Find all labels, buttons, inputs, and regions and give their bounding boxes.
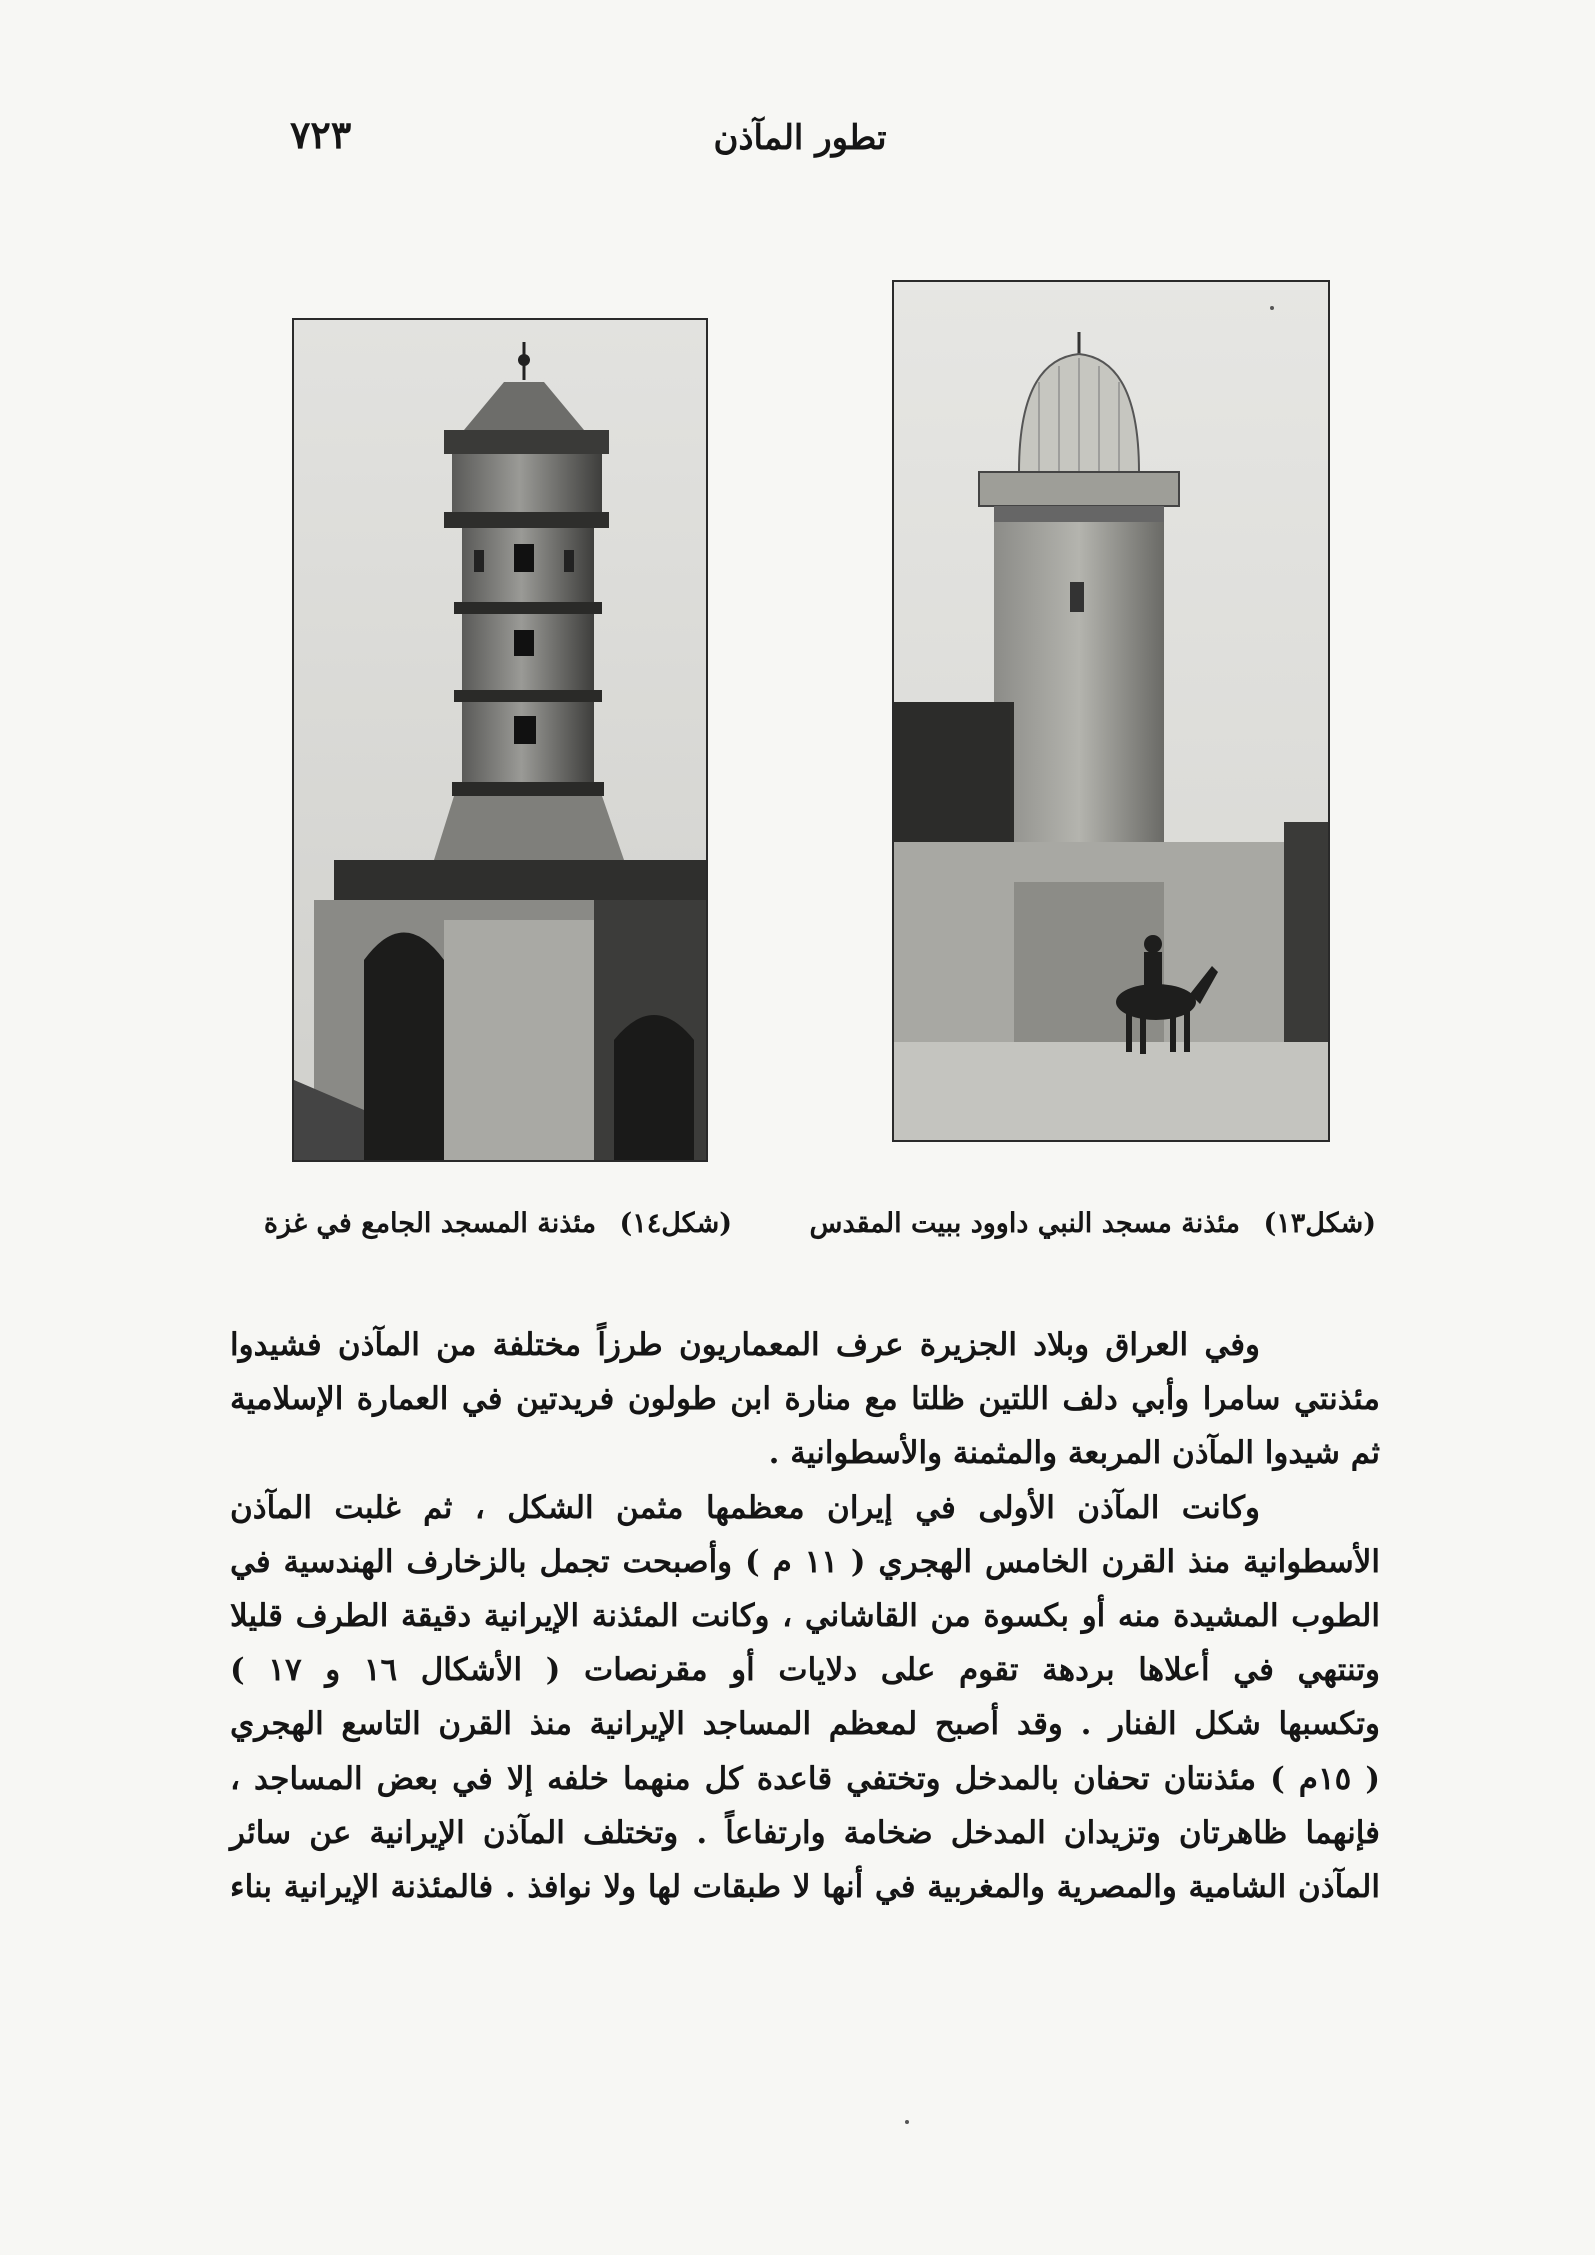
figure-13-caption [806,1208,1376,1239]
photo-minaret-dome-horse-rider [892,280,1330,1142]
figure-14-caption [232,1208,732,1239]
body-line: وفي العراق وبلاد الجزيرة عرف المعماريون طرزاً مختلفة من المآذن فشيدوا [230,1327,1260,1363]
body-line: فإنهما ظاهرتان وتزيدان المدخل ضخامة وارتفاعاً . وتختلف المآذن الإيرانية عن سائر [230,1814,1380,1851]
photo-octagonal-minaret [292,318,708,1162]
body-line: وتنتهي في أعلاها بردهة تقوم على دلايات أو مقرنصات ( الأشكال ١٦ و ١٧ ) [230,1652,1380,1689]
body-line: الأسطوانية منذ القرن الخامس الهجري ( ١١ م ) وأصبحت تجمل بالزخارف الهندسية في [230,1543,1380,1580]
body-line: ( ١٥م ) مئذنتان تحفان بالمدخل وتختفي قاعدة كل منهما خلفه إلا في بعض المساجد ، [230,1760,1380,1797]
body-line: وكانت المآذن الأولى في إيران معظمها مثمن الشكل ، ثم غلبت المآذن [230,1489,1260,1526]
body-line: مئذنتي سامرا وأبي دلف اللتين ظلتا مع منارة ابن طولون فريدتين في العمارة الإسلامية [230,1381,1380,1418]
body-line: الطوب المشيدة منه أو بكسوة من القاشاني ، وكانت المئذنة الإيرانية دقيقة الطرف قليلا [230,1598,1380,1635]
body-line: وتكسبها شكل الفنار . وقد أصبح لمعظم المساجد الإيرانية منذ القرن التاسع الهجري [230,1706,1380,1743]
body-line: ثم شيدوا المآذن المربعة والمثمنة والأسطوانية . [768,1435,1380,1472]
page-number: ٧٢٣ [290,112,352,157]
figure-13-text: مئذنة مسجد النبي داوود ببيت المقدس [809,1208,1241,1239]
print-speck [905,2120,909,2124]
figure-14-label: (شكل١٤) [619,1208,732,1239]
body-text [230,1318,1380,1914]
figure-14-text: مئذنة المسجد الجامع في غزة [263,1208,597,1239]
body-line: المآذن الشامية والمصرية والمغربية في أنها لا طبقات لها ولا نوافذ . فالمئذنة الإيرانية بناء [230,1869,1380,1906]
running-title: تطور المآذن [713,118,887,158]
figure-13-label: (شكل١٣) [1263,1208,1376,1239]
print-speck [1270,306,1274,310]
